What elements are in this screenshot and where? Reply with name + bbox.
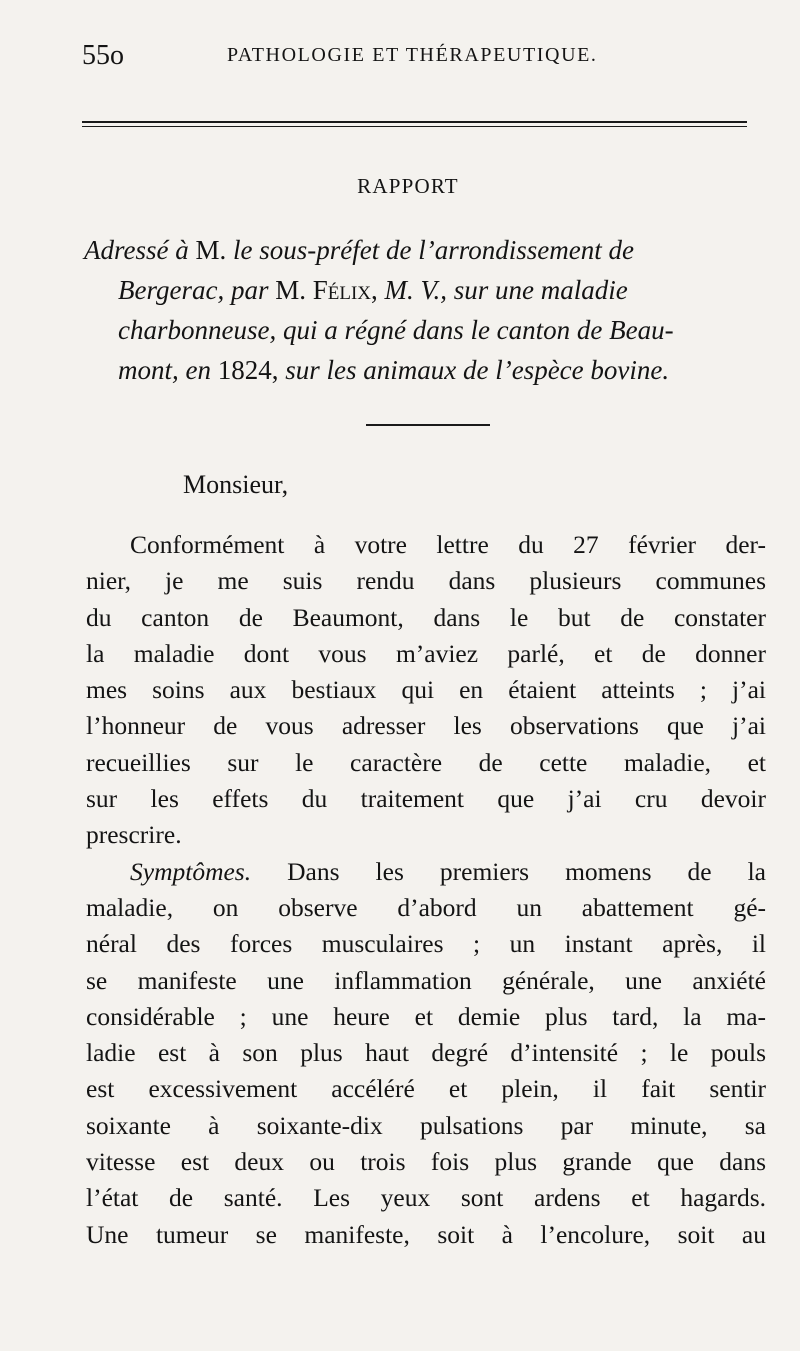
text-line: néral des forces musculaires ; un instant après, il	[86, 929, 766, 959]
page-number: 55o	[82, 40, 124, 71]
text-line: sur les effets du traitement que j’ai cru devoir	[86, 784, 766, 814]
text-line: Une tumeur se manifeste, soit à l’encolure, soit au	[86, 1219, 766, 1249]
text-line: nier, je me suis rendu dans plusieurs communes	[86, 566, 766, 596]
text-line: soixante à soixante-dix pulsations par minute, sa	[86, 1110, 766, 1140]
header-double-rule	[82, 121, 747, 130]
text-line: ladie est à son plus haut degré d’intensité ; le pouls	[86, 1038, 766, 1068]
text-line: du canton de Beaumont, dans le but de constater	[86, 602, 766, 632]
running-title: PATHOLOGIE ET THÉRAPEUTIQUE.	[227, 44, 598, 66]
text-line: prescrire.	[86, 820, 182, 850]
text-line: la maladie dont vous m’aviez parlé, et de donner	[86, 638, 766, 668]
text-line: mes soins aux bestiaux qui en étaient atteints ; j’ai	[86, 675, 766, 705]
section-divider	[366, 424, 490, 426]
text-line: considérable ; une heure et demie plus tard, la ma-	[86, 1001, 766, 1031]
salutation: Monsieur,	[183, 470, 289, 499]
text-line: maladie, on observe d’abord un abattement gé-	[86, 892, 766, 922]
subtitle-line: Bergerac, par M. Félix, M. V., sur une maladie	[118, 275, 628, 305]
body-text	[86, 527, 766, 1253]
text-line: vitesse est deux ou trois fois plus grande que dans	[86, 1147, 766, 1177]
running-head	[82, 40, 748, 80]
text-line: Conformément à votre lettre du 27 février der-	[130, 530, 766, 559]
report-title: RAPPORT	[357, 174, 459, 198]
text-line: est excessivement accéléré et plein, il fait sentir	[86, 1074, 766, 1104]
text-line: se manifeste une inflammation générale, une anxiété	[86, 965, 766, 995]
report-subtitle	[84, 230, 754, 390]
text-line: recueillies sur le caractère de cette maladie, et	[86, 747, 766, 777]
text-line: l’état de santé. Les yeux sont ardens et hagards.	[86, 1183, 766, 1213]
text-line: l’honneur de vous adresser les observations que j’ai	[86, 711, 766, 741]
subtitle-line: mont, en 1824, sur les animaux de l’espèce bovine.	[118, 355, 670, 385]
section-label: Symptômes.	[130, 856, 252, 886]
text-line: Symptômes. Dans les premiers momens de la	[130, 856, 767, 886]
subtitle-line: Adressé à M. le sous-préfet de l’arrondissement de	[84, 235, 634, 265]
subtitle-line: charbonneuse, qui a régné dans le canton de Beau-	[118, 315, 674, 345]
